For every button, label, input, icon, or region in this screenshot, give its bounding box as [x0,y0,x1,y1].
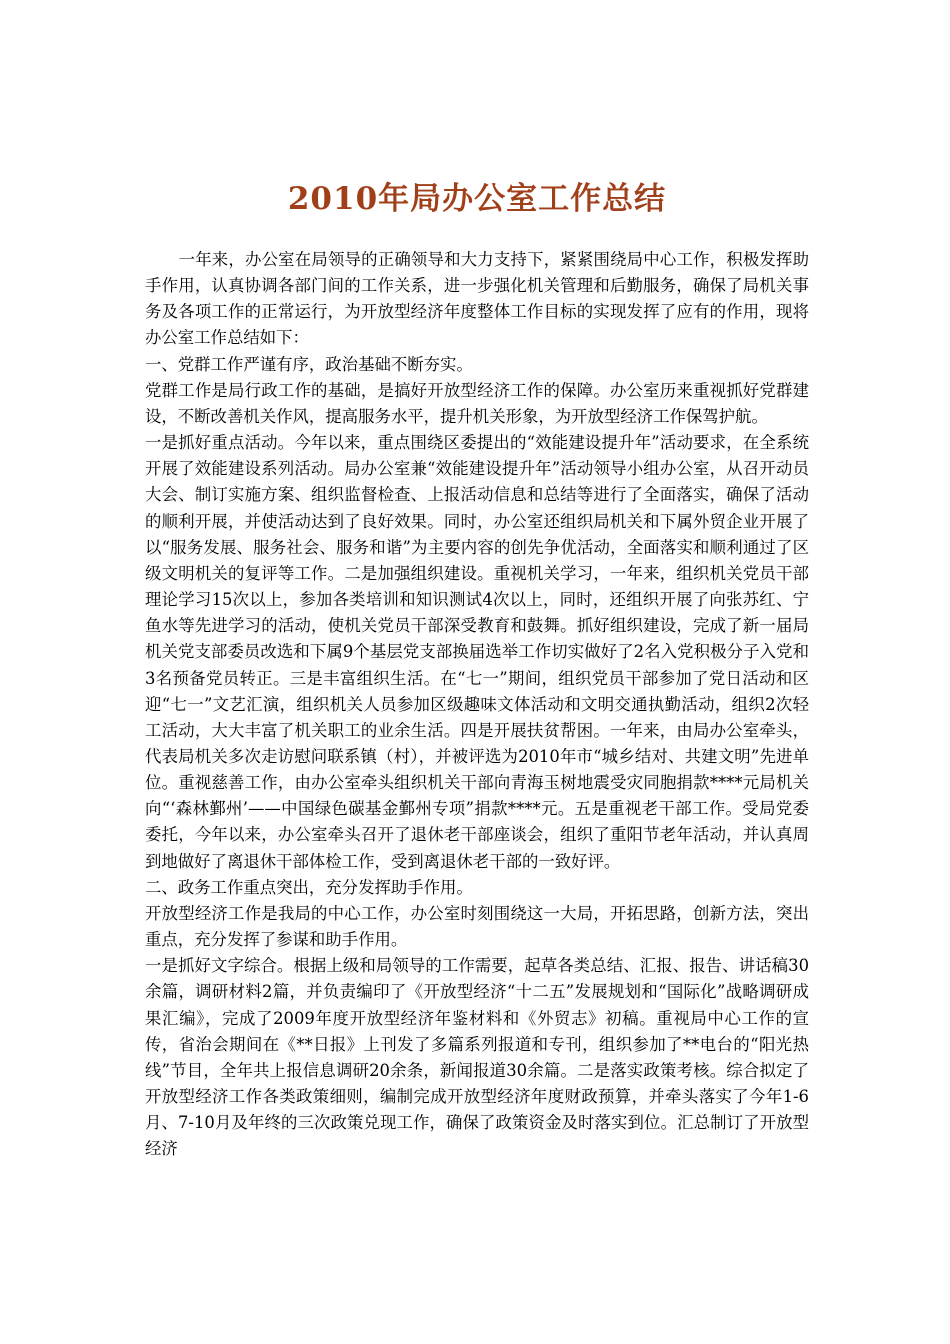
body-paragraph: 党群工作是局行政工作的基础，是搞好开放型经济工作的保障。办公室历来重视抓好党群建设，不断改善机关作风，提高服务水平，提升机关形象，为开放型经济工作保驾护航。 [145,380,809,426]
section-heading-2: 二、政务工作重点突出，充分发挥助手作用。 [145,877,473,897]
intro-paragraph: 一年来，办公室在局领导的正确领导和大力支持下，紧紧围绕局中心工作，积极发挥助手作用，认真协调各部门间的工作关系，进一步强化机关管理和后勤服务，确保了局机关事务及各项工作的正常运行，为开放型经济年度整体工作目标的实现发挥了应有的作用，现将办公室工作总结如下： [145,250,809,348]
document-page [145,0,809,1344]
document-body [145,247,809,1162]
body-paragraph: 一是抓好文字综合。根据上级和局领导的工作需要，起草各类总结、汇报、报告、讲话稿30余篇，调研材料2篇，并负责编印了《开放型经济“十二五”发展规划和“国际化”战略调研成果汇编》，完成了2009年度开放型经济年鉴材料和《外贸志》初稿。重视局中心工作的宣传，省治会期间在《**日报》上刊发了多篇系列报道和专刊，组织参加了**电台的“阳光热线”节目，全年共上报信息调研20余条，新闻报道30余篇。二是落实政策考核。综合拟定了开放型经济工作各类政策细则，编制完成开放型经济年度财政预算，并牵头落实了今年1-6月、7-10月及年终的三次政策兑现工作，确保了政策资金及时落实到位。汇总制订了开放型经济 [145,956,809,1159]
body-paragraph: 一是抓好重点活动。今年以来，重点围绕区委提出的“效能建设提升年”活动要求，在全系统开展了效能建设系列活动。局办公室兼“效能建设提升年”活动领导小组办公室，从召开动员大会、制订实施方案、组织监督检查、上报活动信息和总结等进行了全面落实，确保了活动的顺利开展，并使活动达到了良好效果。同时，办公室还组织局机关和下属外贸企业开展了以“服务发展、服务社会、服务和谐”为主要内容的创先争优活动，全面落实和顺利通过了区级文明机关的复评等工作。二是加强组织建设。重视机关学习，一年来，组织机关党员干部理论学习15次以上，参加各类培训和知识测试4次以上，同时，还组织开展了向张苏红、宁鱼水等先进学习的活动，使机关党员干部深受教育和鼓舞。抓好组织建设，完成了新一届局机关党支部委员改选和下属9个基层党支部换届选举工作切实做好了2名入党积极分子入党和3名预备党员转正。三是丰富组织生活。在“七一”期间，组织党员干部参加了党日活动和区迎“七一”文艺汇演，组织机关人员参加区级趣味文体活动和文明交通执勤活动，组织2次轻工活动，大大丰富了机关职工的业余生活。四是开展扶贫帮困。一年来，由局办公室牵头，代表局机关多次走访慰问联系镇（村），并被评选为2010年市“城乡结对、共建文明”先进单位。重视慈善工作，由办公室牵头组织机关干部向青海玉树地震受灾同胞捐款****元局机关向“‘森林鄞州’——中国绿色碳基金鄞州专项”捐款****元。五是重视老干部工作。受局党委委托，今年以来，办公室牵头召开了退休老干部座谈会，组织了重阳节老年活动，并认真周到地做好了离退休干部体检工作，受到离退休老干部的一致好评。 [145,433,809,871]
body-paragraph: 开放型经济工作是我局的中心工作，办公室时刻围绕这一大局，开拓思路，创新方法，突出重点，充分发挥了参谋和助手作用。 [145,903,809,950]
document-title: 2010年局办公室工作总结 [287,181,667,217]
section-heading-1: 一、党群工作严谨有序，政治基础不断夯实。 [145,354,473,374]
